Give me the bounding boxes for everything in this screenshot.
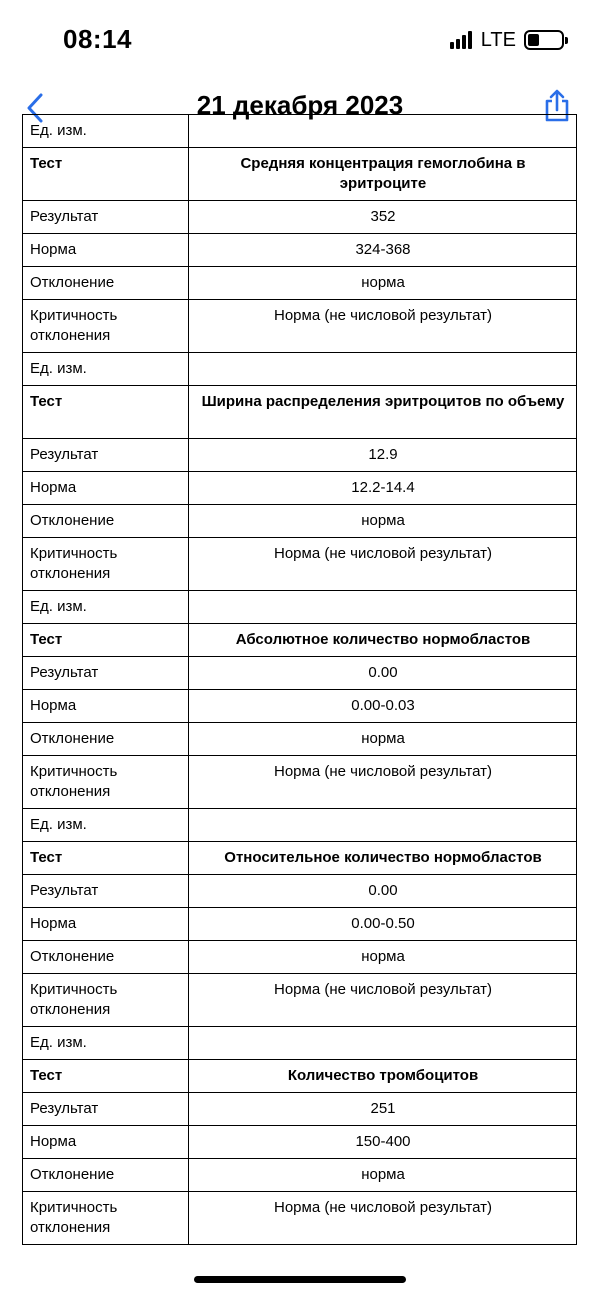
row-value — [189, 115, 577, 148]
table-row — [23, 756, 577, 809]
row-label: Отклонение — [23, 723, 189, 756]
row-value: норма — [189, 941, 577, 974]
table-row — [23, 439, 577, 472]
row-label: Отклонение — [23, 505, 189, 538]
row-label: Норма — [23, 234, 189, 267]
row-value: 251 — [189, 1093, 577, 1126]
table-row — [23, 941, 577, 974]
table-row — [23, 353, 577, 386]
row-value: 0.00-0.03 — [189, 690, 577, 723]
row-value — [189, 353, 577, 386]
row-label: Норма — [23, 690, 189, 723]
status-bar — [0, 0, 600, 80]
table-row — [23, 908, 577, 941]
row-label: Ед. изм. — [23, 115, 189, 148]
row-label: Тест — [23, 624, 189, 657]
row-label: Тест — [23, 842, 189, 875]
table-row — [23, 115, 577, 148]
home-indicator[interactable] — [194, 1276, 406, 1283]
row-value: норма — [189, 723, 577, 756]
row-value: 150-400 — [189, 1126, 577, 1159]
row-label: Тест — [23, 1060, 189, 1093]
table-row — [23, 1192, 577, 1245]
row-value: Норма (не числовой результат) — [189, 1192, 577, 1245]
row-value: 12.2-14.4 — [189, 472, 577, 505]
table-row — [23, 974, 577, 1027]
row-label: Результат — [23, 439, 189, 472]
table-row — [23, 472, 577, 505]
cellular-signal-icon — [450, 31, 474, 49]
row-label: Результат — [23, 875, 189, 908]
row-value: 12.9 — [189, 439, 577, 472]
test-name-row — [23, 1060, 577, 1093]
status-time: 08:14 — [63, 24, 132, 54]
test-name-row — [23, 148, 577, 201]
row-label: Тест — [23, 386, 189, 439]
table-row — [23, 1126, 577, 1159]
row-value — [189, 809, 577, 842]
table-row — [23, 875, 577, 908]
test-name: Относительное количество нормобластов — [189, 842, 577, 875]
row-value: норма — [189, 505, 577, 538]
table-row — [23, 538, 577, 591]
row-value: норма — [189, 1159, 577, 1192]
table-row — [23, 1159, 577, 1192]
table-row — [23, 267, 577, 300]
row-label: Отклонение — [23, 1159, 189, 1192]
row-label: Отклонение — [23, 267, 189, 300]
row-value: 0.00 — [189, 875, 577, 908]
row-value: 324-368 — [189, 234, 577, 267]
row-value: Норма (не числовой результат) — [189, 538, 577, 591]
row-value — [189, 591, 577, 624]
row-value: норма — [189, 267, 577, 300]
row-label: Ед. изм. — [23, 1027, 189, 1060]
row-value: Норма (не числовой результат) — [189, 300, 577, 353]
results-table-container — [22, 114, 577, 1245]
table-row — [23, 505, 577, 538]
row-label: Ед. изм. — [23, 353, 189, 386]
row-label: Норма — [23, 472, 189, 505]
row-label: Критичность отклонения — [23, 1192, 189, 1245]
table-row — [23, 723, 577, 756]
row-label: Норма — [23, 1126, 189, 1159]
test-name: Абсолютное количество нормобластов — [189, 624, 577, 657]
table-row — [23, 201, 577, 234]
test-name: Количество тромбоцитов — [189, 1060, 577, 1093]
table-row — [23, 1027, 577, 1060]
test-name-row — [23, 624, 577, 657]
row-label: Отклонение — [23, 941, 189, 974]
network-type: LTE — [480, 28, 516, 51]
table-row — [23, 809, 577, 842]
battery-level — [528, 34, 539, 46]
battery-icon — [524, 30, 564, 50]
table-row — [23, 591, 577, 624]
row-label: Критичность отклонения — [23, 974, 189, 1027]
row-value — [189, 1027, 577, 1060]
row-value: Норма (не числовой результат) — [189, 756, 577, 809]
row-label: Критичность отклонения — [23, 538, 189, 591]
row-label: Норма — [23, 908, 189, 941]
table-row — [23, 657, 577, 690]
row-label: Тест — [23, 148, 189, 201]
table-row — [23, 234, 577, 267]
test-name: Ширина распределения эритроцитов по объему — [189, 386, 577, 439]
row-value: 0.00 — [189, 657, 577, 690]
test-name-row — [23, 386, 577, 439]
results-scroll-area[interactable] — [0, 122, 600, 1246]
row-value: Норма (не числовой результат) — [189, 974, 577, 1027]
test-name: Средняя концентрация гемоглобина в эритроците — [189, 148, 577, 201]
table-row — [23, 690, 577, 723]
status-indicators — [450, 29, 564, 51]
row-label: Ед. изм. — [23, 809, 189, 842]
row-label: Критичность отклонения — [23, 756, 189, 809]
row-label: Результат — [23, 201, 189, 234]
row-label: Ед. изм. — [23, 591, 189, 624]
row-label: Критичность отклонения — [23, 300, 189, 353]
table-row — [23, 1093, 577, 1126]
row-label: Результат — [23, 657, 189, 690]
table-row — [23, 300, 577, 353]
test-name-row — [23, 842, 577, 875]
row-value: 352 — [189, 201, 577, 234]
page-title: 21 декабря 2023 — [196, 90, 404, 120]
row-value: 0.00-0.50 — [189, 908, 577, 941]
row-label: Результат — [23, 1093, 189, 1126]
results-table — [22, 114, 577, 1245]
